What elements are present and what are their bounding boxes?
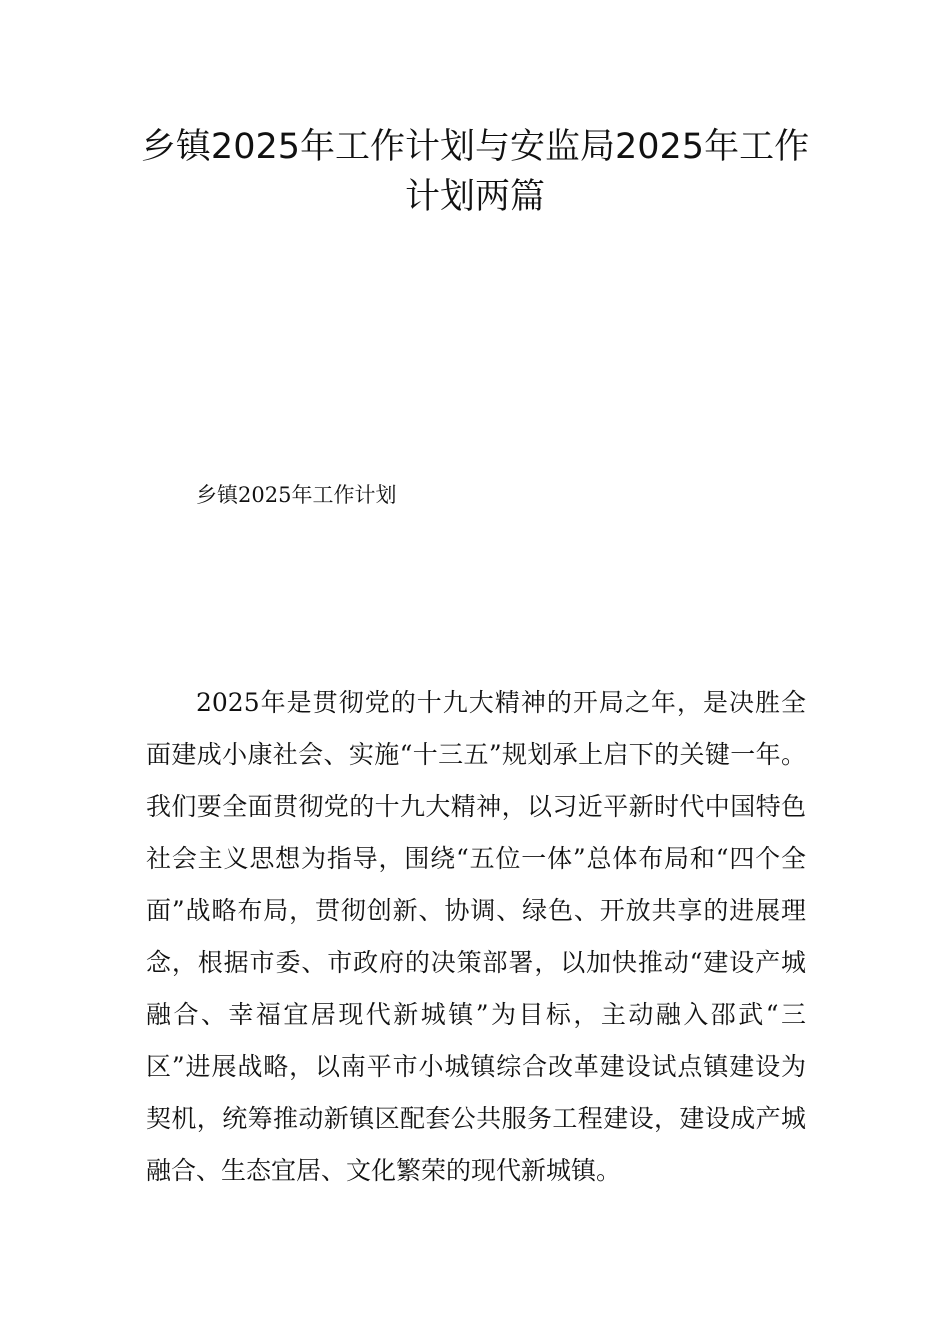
section-heading: 乡镇2025年工作计划 xyxy=(196,483,397,507)
document-title-line-1: 乡镇2025年工作计划与安监局2025年工作 xyxy=(140,127,810,167)
document-title xyxy=(0,122,950,222)
body-paragraph: 2025年是贯彻党的十九大精神的开局之年，是决胜全面建成小康社会、实施“十三五”规划承上启下的关键一年。我们要全面贯彻党的十九大精神，以习近平新时代中国特色社会主义思想为指导，围绕“五位一体”总体布局和“四个全面”战略布局，贯彻创新、协调、绿色、开放共享的进展理念，根据市委、市政府的决策部署，以加快推动“建设产城融合、幸福宜居现代新城镇”为目标，主动融入邵武“三区”进展战略，以南平市小城镇综合改革建设试点镇建设为契机，统筹推动新镇区配套公共服务工程建设，建设成产城融合、生态宜居、文化繁荣的现代新城镇。 xyxy=(146,688,806,1185)
document-title-line-2: 计划两篇 xyxy=(404,177,545,217)
